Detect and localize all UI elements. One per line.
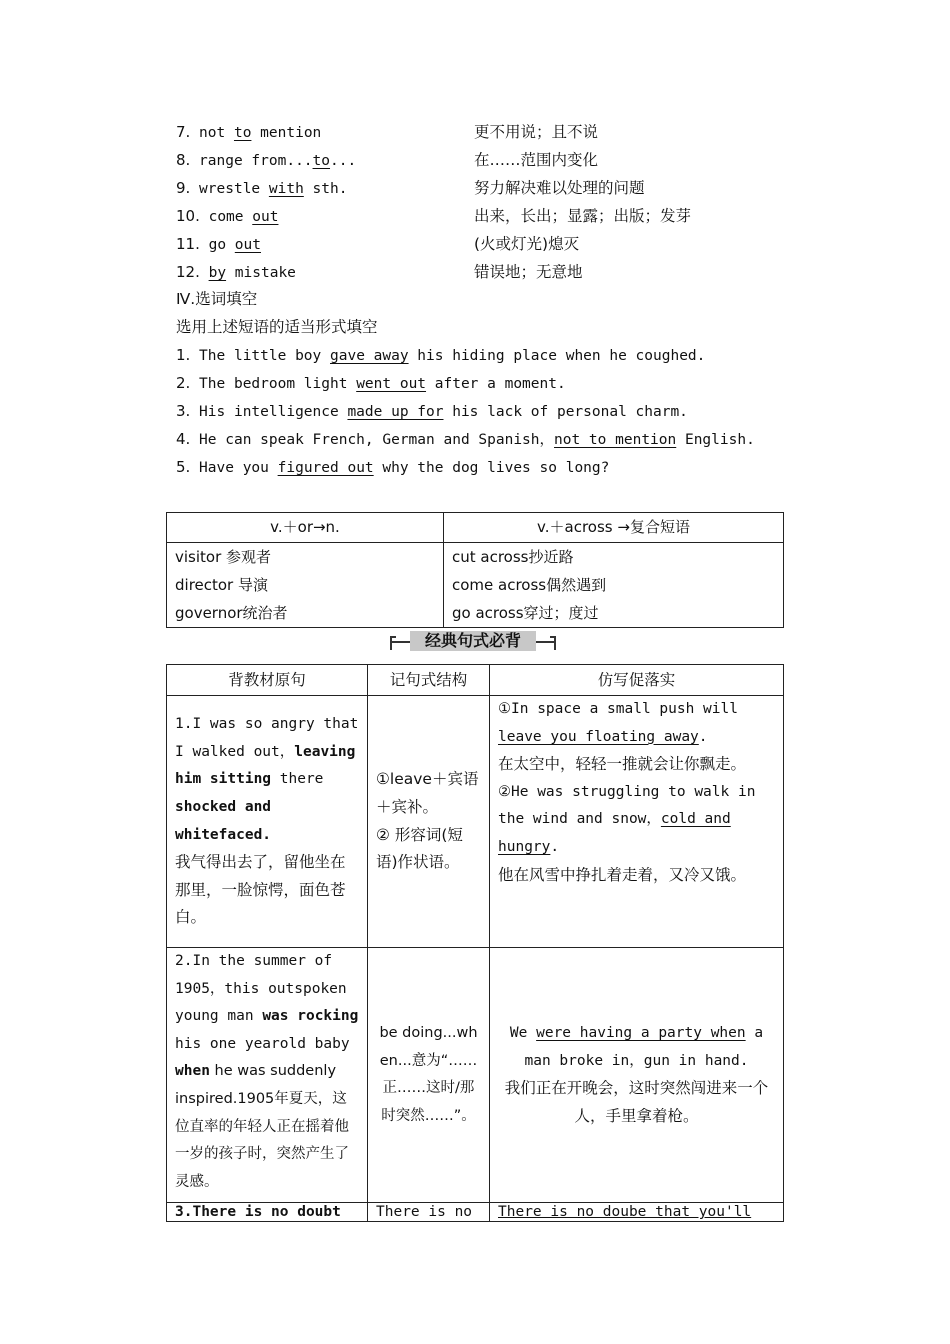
vocab-left-cell — [167, 543, 444, 628]
vocab-item: director 导演 — [175, 576, 268, 594]
vocab-table — [166, 512, 784, 628]
structure-cell — [368, 1203, 490, 1222]
structure-cell — [368, 948, 490, 1203]
banner-title: 经典句式必背 — [410, 631, 536, 651]
original-sentence: 1.I was so angry that I walked out，leaving him sitting there shocked and whitefaced. — [175, 716, 359, 843]
original-sentence-cell — [167, 696, 368, 948]
phrase-meaning: 错误地；无意地 — [474, 263, 583, 281]
phrase-item: 8. range from...to... — [176, 151, 357, 169]
practice-translation: 他在风雪中挣扎着走着，又冷又饿。 — [498, 865, 747, 884]
practice-translation: 我们正在开晚会，这时突然闯进来一个人，手里拿着枪。 — [504, 1079, 769, 1125]
practice-cell — [490, 1203, 784, 1222]
fill-sentence: 2. The bedroom light went out after a moment. — [176, 374, 566, 392]
practice-translation: 在太空中，轻轻一推就会让你飘走。 — [498, 755, 747, 774]
original-sentence: 3.There is no doubt — [175, 1204, 341, 1221]
original-sentence-cell — [167, 1203, 368, 1222]
structure-note: ② 形容词(短语)作状语。 — [376, 825, 463, 872]
original-translation: 我气得出去了，留他坐在那里，一脸惊愕，面色苍白。 — [175, 853, 346, 927]
practice-cell — [490, 696, 784, 948]
phrase-item: 7. not to mention — [176, 123, 322, 141]
vocab-item: governor统治者 — [175, 604, 288, 622]
phrase-item: 12. by mistake — [176, 263, 296, 281]
phrase-item: 9. wrestle with sth. — [176, 179, 348, 197]
phrase-meaning: (火或灯光)熄灭 — [474, 235, 580, 253]
practice-sentence: ②He was struggling to walk in the wind and snow，cold and hungry. — [498, 783, 756, 855]
practice-sentence: There is no doube that you'll — [498, 1204, 752, 1221]
section-instruction: 选用上述短语的适当形式填空 — [176, 318, 378, 336]
phrase-item: 10. come out — [176, 207, 279, 225]
original-sentence-cell — [167, 948, 368, 1203]
vocab-item: go across穿过；度过 — [452, 604, 599, 622]
original-sentence: 2.In the summer of 1905，this outspoken young man was rocking his one yearold baby when he was suddenly inspired.1905年夏天，这位直率的年轻人正在摇着他一岁的孩子时，突然产生了灵感。 — [175, 953, 359, 1190]
structure-note: There is no — [376, 1204, 473, 1221]
vocab-header: v.＋across →复合短语 — [444, 513, 784, 543]
structure-cell — [368, 696, 490, 948]
phrase-meaning: 努力解决难以处理的问题 — [474, 179, 645, 197]
vocab-item: visitor 参观者 — [175, 548, 272, 566]
vocab-item: cut across抄近路 — [452, 548, 574, 566]
phrase-item: 11. go out — [176, 235, 261, 253]
sentence-header: 记句式结构 — [368, 665, 490, 696]
vocab-right-cell — [444, 543, 784, 628]
structure-note: be doing...when...意为“……正……这时/那时突然……”。 — [379, 1024, 478, 1124]
vocab-header: v.＋or→n. — [167, 513, 444, 543]
fill-sentence: 5. Have you figured out why the dog lives so long? — [176, 458, 610, 476]
practice-sentence: ①In space a small push will leave you floating away. — [498, 701, 738, 745]
phrase-meaning: 在……范围内变化 — [474, 151, 599, 169]
phrase-meaning: 更不用说；且不说 — [474, 123, 599, 141]
banner-corner — [390, 636, 396, 650]
section-banner — [390, 628, 556, 656]
sentence-table — [166, 664, 784, 1222]
practice-sentence: We were having a party when a man broke in，gun in hand. — [509, 1024, 764, 1069]
banner-corner — [550, 636, 556, 650]
sentence-header: 仿写促落实 — [490, 665, 784, 696]
practice-cell — [490, 948, 784, 1203]
fill-sentence: 4. He can speak French, German and Spanish，not to mention English. — [176, 430, 755, 448]
fill-sentence: 3. His intelligence made up for his lack of personal charm. — [176, 402, 688, 420]
section-heading: Ⅳ.选词填空 — [176, 290, 258, 308]
structure-note: ①leave＋宾语＋宾补。 — [376, 770, 479, 816]
fill-sentence: 1. The little boy gave away his hiding place when he coughed. — [176, 346, 706, 364]
phrase-meaning: 出来，长出；显露；出版；发芽 — [474, 207, 692, 225]
sentence-header: 背教材原句 — [167, 665, 368, 696]
vocab-item: come across偶然遇到 — [452, 576, 607, 594]
